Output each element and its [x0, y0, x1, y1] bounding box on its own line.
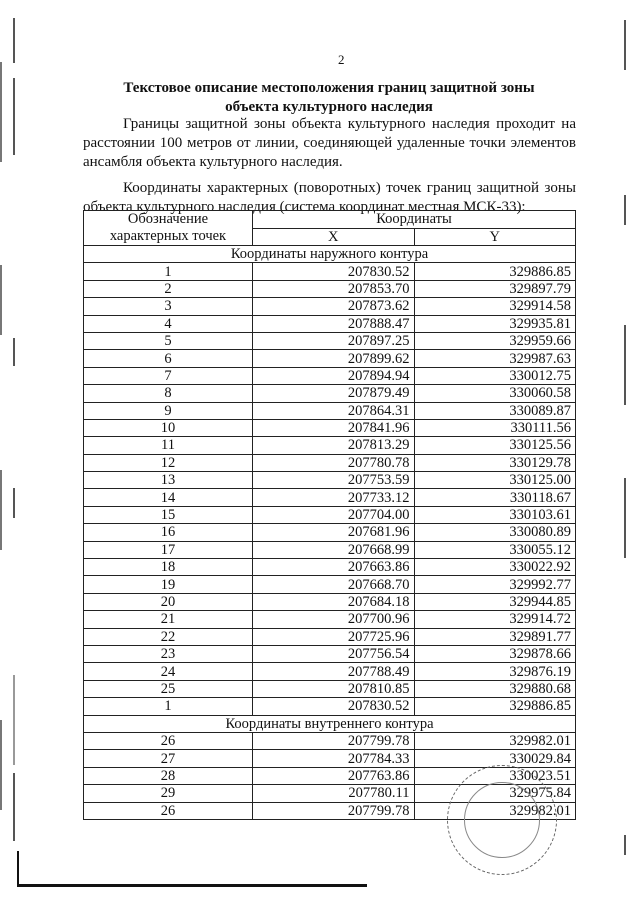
- header-point-designation: Обозначение характерных точек: [84, 211, 253, 246]
- y-coordinate-cell: 330111.56: [414, 419, 576, 436]
- x-coordinate-cell: 207813.29: [253, 437, 415, 454]
- table-row: [84, 732, 576, 749]
- table-row: [84, 280, 576, 297]
- y-coordinate-cell: 329982.01: [414, 802, 576, 819]
- table-row: [84, 419, 576, 436]
- x-coordinate-cell: 207853.70: [253, 280, 415, 297]
- x-coordinate-cell: 207873.62: [253, 298, 415, 315]
- inner-contour-label: Координаты внутреннего контура: [84, 715, 576, 732]
- table-row: [84, 611, 576, 628]
- y-coordinate-cell: 329886.85: [414, 698, 576, 715]
- x-coordinate-cell: 207864.31: [253, 402, 415, 419]
- boundary-description-paragraph: [83, 115, 576, 172]
- y-coordinate-cell: 329992.77: [414, 576, 576, 593]
- table-row: [84, 402, 576, 419]
- scan-left-mark: [13, 338, 15, 366]
- table-row: [84, 315, 576, 332]
- point-cell: 17: [84, 541, 253, 558]
- point-cell: 29: [84, 785, 253, 802]
- point-cell: 25: [84, 680, 253, 697]
- table-row: [84, 437, 576, 454]
- table-row: [84, 750, 576, 767]
- x-coordinate-cell: 207841.96: [253, 419, 415, 436]
- table-header-row-1: [84, 211, 576, 229]
- scan-edge-mark: [0, 62, 2, 162]
- y-coordinate-cell: 330023.51: [414, 767, 576, 784]
- y-coordinate-cell: 330022.92: [414, 559, 576, 576]
- x-coordinate-cell: 207899.62: [253, 350, 415, 367]
- page-number: 2: [338, 52, 345, 67]
- y-coordinate-cell: 330103.61: [414, 506, 576, 523]
- x-coordinate-cell: 207888.47: [253, 315, 415, 332]
- x-coordinate-cell: 207700.96: [253, 611, 415, 628]
- point-cell: 4: [84, 315, 253, 332]
- scan-left-mark: [13, 78, 15, 155]
- table-row: [84, 350, 576, 367]
- coordinates-table: [83, 210, 576, 820]
- y-coordinate-cell: 330055.12: [414, 541, 576, 558]
- x-coordinate-cell: 207704.00: [253, 506, 415, 523]
- table-row: [84, 385, 576, 402]
- bottom-frame-rule: [17, 884, 367, 887]
- scan-edge-mark: [0, 265, 2, 335]
- table-row: [84, 454, 576, 471]
- header-coordinates: Координаты: [253, 211, 576, 229]
- x-coordinate-cell: 207753.59: [253, 472, 415, 489]
- table-row: [84, 263, 576, 280]
- y-coordinate-cell: 329987.63: [414, 350, 576, 367]
- scan-left-mark: [13, 18, 15, 63]
- y-coordinate-cell: 330125.00: [414, 472, 576, 489]
- point-cell: 26: [84, 802, 253, 819]
- x-coordinate-cell: 207684.18: [253, 593, 415, 610]
- scan-right-mark: [624, 835, 626, 855]
- y-coordinate-cell: 330129.78: [414, 454, 576, 471]
- table-row: [84, 680, 576, 697]
- x-coordinate-cell: 207668.99: [253, 541, 415, 558]
- scan-right-mark: [624, 478, 626, 558]
- table-row: [84, 298, 576, 315]
- y-coordinate-cell: 329880.68: [414, 680, 576, 697]
- table-row: [84, 802, 576, 819]
- y-coordinate-cell: 329914.72: [414, 611, 576, 628]
- title-line-2: объекта культурного наследия: [225, 99, 433, 115]
- y-coordinate-cell: 329878.66: [414, 645, 576, 662]
- x-coordinate-cell: 207879.49: [253, 385, 415, 402]
- x-coordinate-cell: 207780.78: [253, 454, 415, 471]
- x-coordinate-cell: 207763.86: [253, 767, 415, 784]
- table-row: [84, 628, 576, 645]
- header-x: X: [253, 228, 415, 246]
- table-row: [84, 489, 576, 506]
- scan-right-mark: [624, 195, 626, 225]
- point-cell: 12: [84, 454, 253, 471]
- point-cell: 9: [84, 402, 253, 419]
- x-coordinate-cell: 207756.54: [253, 645, 415, 662]
- point-cell: 22: [84, 628, 253, 645]
- y-coordinate-cell: 330118.67: [414, 489, 576, 506]
- outer-contour-section: [84, 246, 576, 716]
- document-title: [83, 79, 575, 117]
- x-coordinate-cell: 207799.78: [253, 802, 415, 819]
- point-cell: 1: [84, 698, 253, 715]
- y-coordinate-cell: 329886.85: [414, 263, 576, 280]
- point-cell: 23: [84, 645, 253, 662]
- table-row: [84, 506, 576, 523]
- y-coordinate-cell: 330029.84: [414, 750, 576, 767]
- x-coordinate-cell: 207725.96: [253, 628, 415, 645]
- section-row-inner: [84, 715, 576, 732]
- boundary-description-text: Границы защитной зоны объекта культурного наследия проходит на расстоянии 100 метров от линии, соединяющей удаленные точки элементов ансамбля объекта культурного наследия.: [83, 116, 576, 170]
- y-coordinate-cell: 329914.58: [414, 298, 576, 315]
- table-caption-text: Координаты характерных (поворотных) точек границ защитной зоны объекта культурного наследия (система координат местная МСК-33):: [83, 180, 576, 215]
- y-coordinate-cell: 330012.75: [414, 367, 576, 384]
- header-y: Y: [414, 228, 576, 246]
- point-cell: 6: [84, 350, 253, 367]
- point-cell: 7: [84, 367, 253, 384]
- y-coordinate-cell: 329959.66: [414, 332, 576, 349]
- y-coordinate-cell: 329975.84: [414, 785, 576, 802]
- table-row: [84, 541, 576, 558]
- table-row: [84, 524, 576, 541]
- table-row: [84, 645, 576, 662]
- y-coordinate-cell: 330125.56: [414, 437, 576, 454]
- inner-contour-section: [84, 715, 576, 819]
- x-coordinate-cell: 207681.96: [253, 524, 415, 541]
- point-cell: 24: [84, 663, 253, 680]
- x-coordinate-cell: 207733.12: [253, 489, 415, 506]
- point-cell: 28: [84, 767, 253, 784]
- bottom-frame-left: [17, 851, 19, 886]
- table-row: [84, 559, 576, 576]
- point-cell: 26: [84, 732, 253, 749]
- x-coordinate-cell: 207780.11: [253, 785, 415, 802]
- x-coordinate-cell: 207668.70: [253, 576, 415, 593]
- y-coordinate-cell: 330089.87: [414, 402, 576, 419]
- x-coordinate-cell: 207788.49: [253, 663, 415, 680]
- table-row: [84, 663, 576, 680]
- point-cell: 11: [84, 437, 253, 454]
- y-coordinate-cell: 329876.19: [414, 663, 576, 680]
- point-cell: 1: [84, 263, 253, 280]
- x-coordinate-cell: 207897.25: [253, 332, 415, 349]
- scan-edge-mark: [0, 470, 2, 550]
- point-cell: 15: [84, 506, 253, 523]
- y-coordinate-cell: 329891.77: [414, 628, 576, 645]
- point-cell: 2: [84, 280, 253, 297]
- scan-left-mark: [13, 675, 15, 765]
- scan-left-mark: [13, 773, 15, 841]
- y-coordinate-cell: 330080.89: [414, 524, 576, 541]
- point-cell: 5: [84, 332, 253, 349]
- point-cell: 27: [84, 750, 253, 767]
- scan-edge-mark: [0, 720, 2, 810]
- table-row: [84, 785, 576, 802]
- x-coordinate-cell: 207663.86: [253, 559, 415, 576]
- scan-right-mark: [624, 325, 626, 405]
- point-cell: 19: [84, 576, 253, 593]
- point-cell: 8: [84, 385, 253, 402]
- table-row: [84, 367, 576, 384]
- section-row-outer: [84, 246, 576, 263]
- scan-left-mark: [13, 488, 15, 518]
- point-cell: 21: [84, 611, 253, 628]
- point-cell: 18: [84, 559, 253, 576]
- table-row: [84, 472, 576, 489]
- y-coordinate-cell: 330060.58: [414, 385, 576, 402]
- x-coordinate-cell: 207799.78: [253, 732, 415, 749]
- x-coordinate-cell: 207830.52: [253, 698, 415, 715]
- table-row: [84, 698, 576, 715]
- x-coordinate-cell: 207894.94: [253, 367, 415, 384]
- outer-contour-label: Координаты наружного контура: [84, 246, 576, 263]
- x-coordinate-cell: 207830.52: [253, 263, 415, 280]
- point-cell: 16: [84, 524, 253, 541]
- point-cell: 10: [84, 419, 253, 436]
- table-row: [84, 593, 576, 610]
- point-cell: 3: [84, 298, 253, 315]
- point-cell: 13: [84, 472, 253, 489]
- point-cell: 20: [84, 593, 253, 610]
- y-coordinate-cell: 329982.01: [414, 732, 576, 749]
- y-coordinate-cell: 329944.85: [414, 593, 576, 610]
- table-row: [84, 332, 576, 349]
- table-row: [84, 767, 576, 784]
- x-coordinate-cell: 207784.33: [253, 750, 415, 767]
- scan-right-mark: [624, 20, 626, 70]
- x-coordinate-cell: 207810.85: [253, 680, 415, 697]
- point-cell: 14: [84, 489, 253, 506]
- title-line-1: Текстовое описание местоположения границ защитной зоны: [123, 80, 535, 96]
- y-coordinate-cell: 329897.79: [414, 280, 576, 297]
- table-row: [84, 576, 576, 593]
- y-coordinate-cell: 329935.81: [414, 315, 576, 332]
